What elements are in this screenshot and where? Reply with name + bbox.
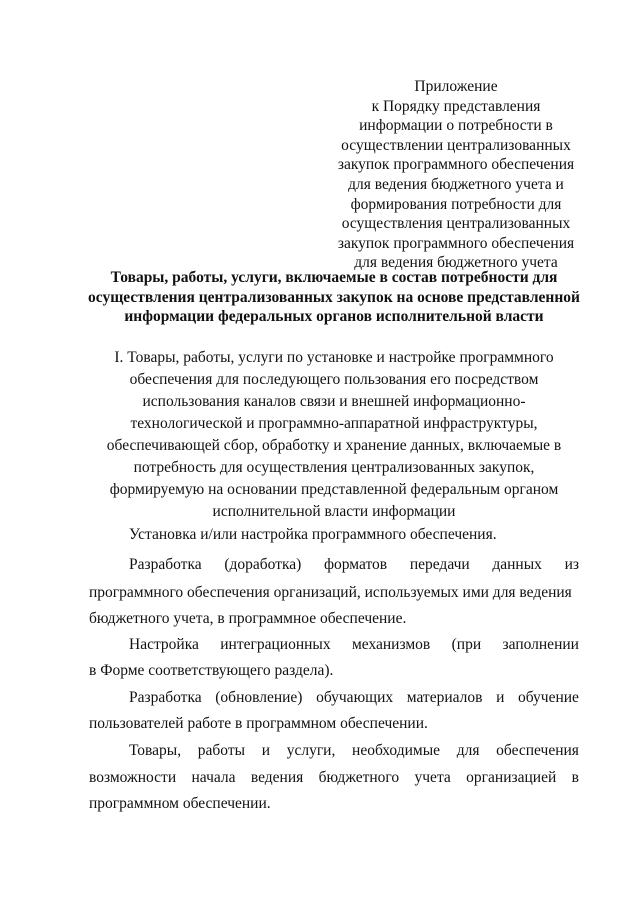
paragraph-2-line-2: программного обеспечения организаций, используемых ими для ведения xyxy=(89,584,572,601)
word: услуги, xyxy=(286,742,336,759)
annex-line: закупок программного обеспечения xyxy=(337,156,575,174)
paragraph-2-line-3: бюджетного учета, в программное обеспечение. xyxy=(89,610,407,627)
word: необходимые xyxy=(352,742,441,759)
section-line: использования каналов связи и внешней информационно- xyxy=(142,393,526,410)
paragraph-4-line-1 xyxy=(89,689,579,707)
word: Разработка xyxy=(129,556,202,573)
paragraph-5-line-1 xyxy=(89,742,579,760)
word: учета xyxy=(414,769,451,786)
word: (при xyxy=(451,636,482,653)
word: передачи xyxy=(409,556,470,573)
word: ведения xyxy=(250,769,304,786)
annex-line: закупок программного обеспечения xyxy=(337,234,575,252)
word: данных xyxy=(492,556,542,573)
word: обеспечения xyxy=(496,742,579,759)
word: форматов xyxy=(324,556,388,573)
section-heading xyxy=(84,347,584,523)
title-line: осуществления централизованных закупок на основе представленной xyxy=(88,288,580,306)
word: Товары, xyxy=(129,742,182,759)
word: обучение xyxy=(518,689,579,706)
word: обучающих xyxy=(316,689,394,706)
word: Разработка xyxy=(129,689,202,706)
title-line: Товары, работы, услуги, включаемые в состав потребности для xyxy=(110,269,558,286)
paragraph-4-line-2: пользователей работе в программном обеспечении. xyxy=(89,715,428,732)
annex-line: осуществлении централизованных xyxy=(341,136,571,154)
word: возможности xyxy=(89,769,177,786)
section-line: исполнительной власти информации xyxy=(212,503,456,520)
section-line: обеспечивающей сбор, обработку и хранение данных, включаемые в xyxy=(106,437,562,454)
annex-line: для ведения бюджетного учета xyxy=(354,254,558,272)
section-line: формируемую на основании представленной федеральным органом xyxy=(109,481,559,498)
word: для xyxy=(456,742,480,759)
word: Настройка xyxy=(129,636,199,653)
word: бюджетного xyxy=(318,769,400,786)
section-line: обеспечения для последующего пользования его посредством xyxy=(129,371,539,388)
paragraph-3-line-2: в Форме соответствующего раздела). xyxy=(89,662,334,679)
word: в xyxy=(571,769,579,786)
section-line: I. Товары, работы, услуги по установке и настройке программного xyxy=(114,349,554,366)
paragraph-5-line-3: программном обеспечении. xyxy=(89,795,271,812)
word: начала xyxy=(191,769,236,786)
section-line: потребность для осуществления централизованных закупок, xyxy=(133,459,535,476)
word: (доработка) xyxy=(224,556,302,573)
section-line: технологической и программно-аппаратной инфраструктуры, xyxy=(130,415,538,432)
paragraph-2-line-1 xyxy=(89,556,579,574)
word: из xyxy=(564,556,579,573)
word: материалов xyxy=(406,689,483,706)
annex-header xyxy=(318,77,594,273)
document-title xyxy=(84,268,584,327)
title-line: информации федеральных органов исполнительной власти xyxy=(124,308,544,325)
annex-line: формирования потребности для xyxy=(350,195,562,213)
annex-line: для ведения бюджетного учета и xyxy=(348,175,564,193)
annex-line: осуществления централизованных xyxy=(341,215,571,233)
annex-line: Приложение xyxy=(414,78,498,95)
word: и xyxy=(496,689,505,706)
paragraph-3-line-1 xyxy=(89,636,579,654)
word: механизмов xyxy=(351,636,431,653)
word: заполнении xyxy=(502,636,579,653)
annex-line: информации о потребности в xyxy=(359,117,553,135)
word: работы xyxy=(197,742,246,759)
annex-line: к Порядку представления xyxy=(371,97,541,115)
paragraph-1-line: Установка и/или настройка программного обеспечения. xyxy=(129,526,497,543)
word: (обновление) xyxy=(215,689,303,706)
paragraph-5-line-2 xyxy=(89,769,579,787)
word: интеграционных xyxy=(220,636,331,653)
word: и xyxy=(261,742,271,759)
word: организацией xyxy=(466,769,557,786)
